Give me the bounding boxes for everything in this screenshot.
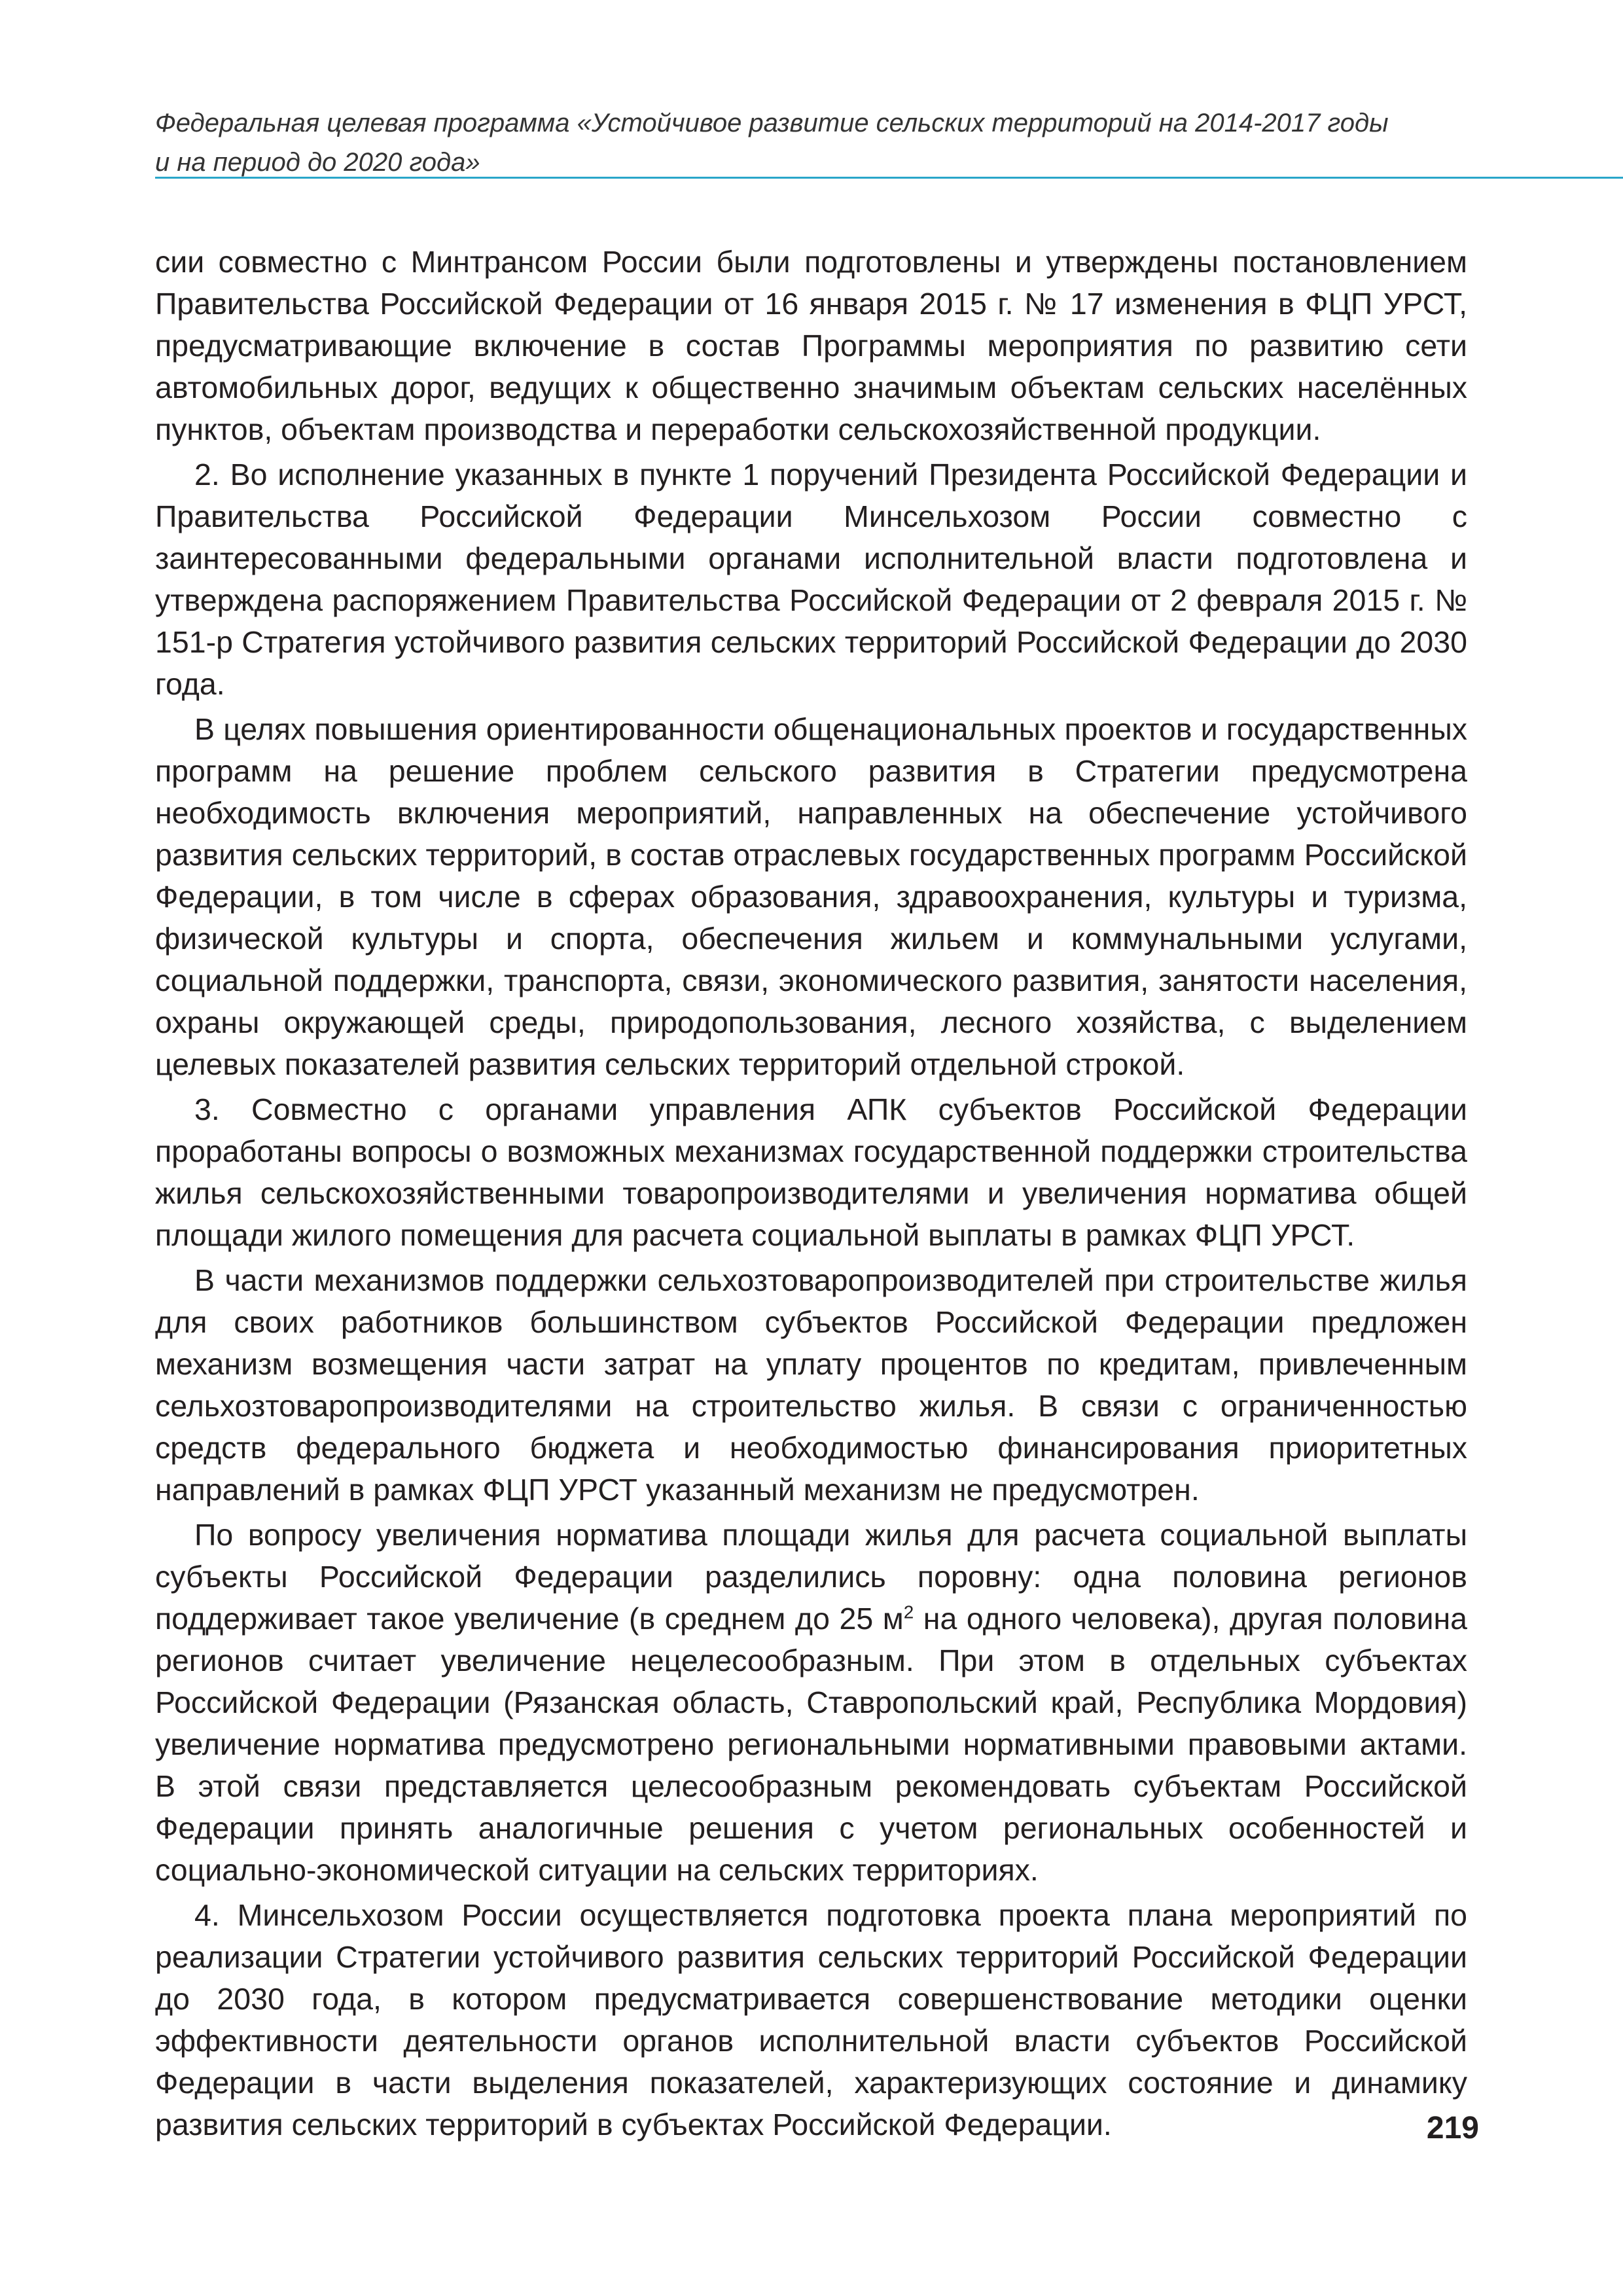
running-header bbox=[155, 103, 1464, 182]
page-number: 219 bbox=[1426, 2111, 1479, 2145]
paragraph-6-part-1: По вопросу увеличения норматива площади жилья для расчета социальной выплаты субъекты Российской Федерации разделились поровну: одна половина регионов поддерживает такое увеличение (в среднем до 25 м bbox=[155, 1518, 1467, 1636]
running-header-line-1: Федеральная целевая программа «Устойчивое развитие сельских территорий на 2014-2017 годы bbox=[155, 109, 1389, 137]
paragraph-5: В части механизмов поддержки сельхозтоваропроизводителей при строительстве жилья для своих работников большинством субъектов Российской Федерации предложен механизм возмещения части затрат на уплату процентов по кредитам, привлеченным сельхозтоваропроизводителями на строительство жилья. В связи с ограниченностью средств федерального бюджета и необходимостью финансирования приоритетных направлений в рамках ФЦП УРСТ указанный механизм не предусмотрен. bbox=[155, 1263, 1467, 1507]
paragraph-1: сии совместно с Минтрансом России были подготовлены и утверждены постановлением Правительства Российской Федерации от 16 января 2015 г. № 17 изменения в ФЦП УРСТ, предусматривающие включение в состав Программы мероприятия по развитию сети автомобильных дорог, ведущих к общественно значимым объектам сельских населённых пунктов, объектам производства и переработки сельскохозяйственной продукции. bbox=[155, 245, 1467, 446]
paragraph-2: 2. Во исполнение указанных в пункте 1 поручений Президента Российской Федерации и Правительства Российской Федерации Минсельхозом России совместно с заинтересованными федеральными органами исполнительной власти подготовлена и утверждена распоряжением Правительства Российской Федерации от 2 февраля 2015 г. № 151-р Стратегия устойчивого развития сельских территорий Российской Федерации до 2030 года. bbox=[155, 457, 1467, 701]
header-divider bbox=[155, 177, 1623, 179]
paragraph-6-part-2: на одного человека), другая половина регионов считает увеличение нецелесообразным. При этом в отдельных субъектах Российской Федерации (Рязанская область, Ставропольский край, Республика Мордовия) увеличение норматива предусмотрено региональными нормативными правовыми актами. В этой связи представляется целесообразным рекомендовать субъектам Российской Федерации принять аналогичные решения с учетом региональных особенностей и социально-экономической ситуации на сельских территориях. bbox=[155, 1602, 1468, 1887]
paragraph-3: В целях повышения ориентированности общенациональных проектов и государственных программ на решение проблем сельского развития в Стратегии предусмотрена необходимость включения мероприятий, направленных на обеспечение устойчивого развития сельских территорий, в состав отраслевых государственных программ Российской Федерации, в том числе в сферах образования, здравоохранения, культуры и туризма, физической культуры и спорта, обеспечения жильем и коммунальными услугами, социальной поддержки, транспорта, связи, экономического развития, занятости населения, охраны окружающей среды, природопользования, лесного хозяйства, с выделением целевых показателей развития сельских территорий отдельной строкой. bbox=[155, 712, 1467, 1081]
paragraph-7: 4. Минсельхозом России осуществляется подготовка проекта плана мероприятий по реализации Стратегии устойчивого развития сельских территорий Российской Федерации до 2030 года, в котором предусматривается совершенствование методики оценки эффективности деятельности органов исполнительной власти субъектов Российской Федерации в части выделения показателей, характеризующих состояние и динамику развития сельских территорий в субъектах Российской Федерации. bbox=[155, 1898, 1467, 2142]
paragraph-4: 3. Совместно с органами управления АПК субъектов Российской Федерации проработаны вопросы о возможных механизмах государственной поддержки строительства жилья сельскохозяйственными товаропроизводителями и увеличения норматива общей площади жилого помещения для расчета социальной выплаты в рамках ФЦП УРСТ. bbox=[155, 1092, 1467, 1252]
square-superscript: 2 bbox=[903, 1602, 914, 1623]
paragraph-6 bbox=[155, 1514, 1467, 1891]
running-header-line-2: и на период до 2020 года» bbox=[155, 148, 480, 177]
body-text bbox=[155, 241, 1467, 2145]
